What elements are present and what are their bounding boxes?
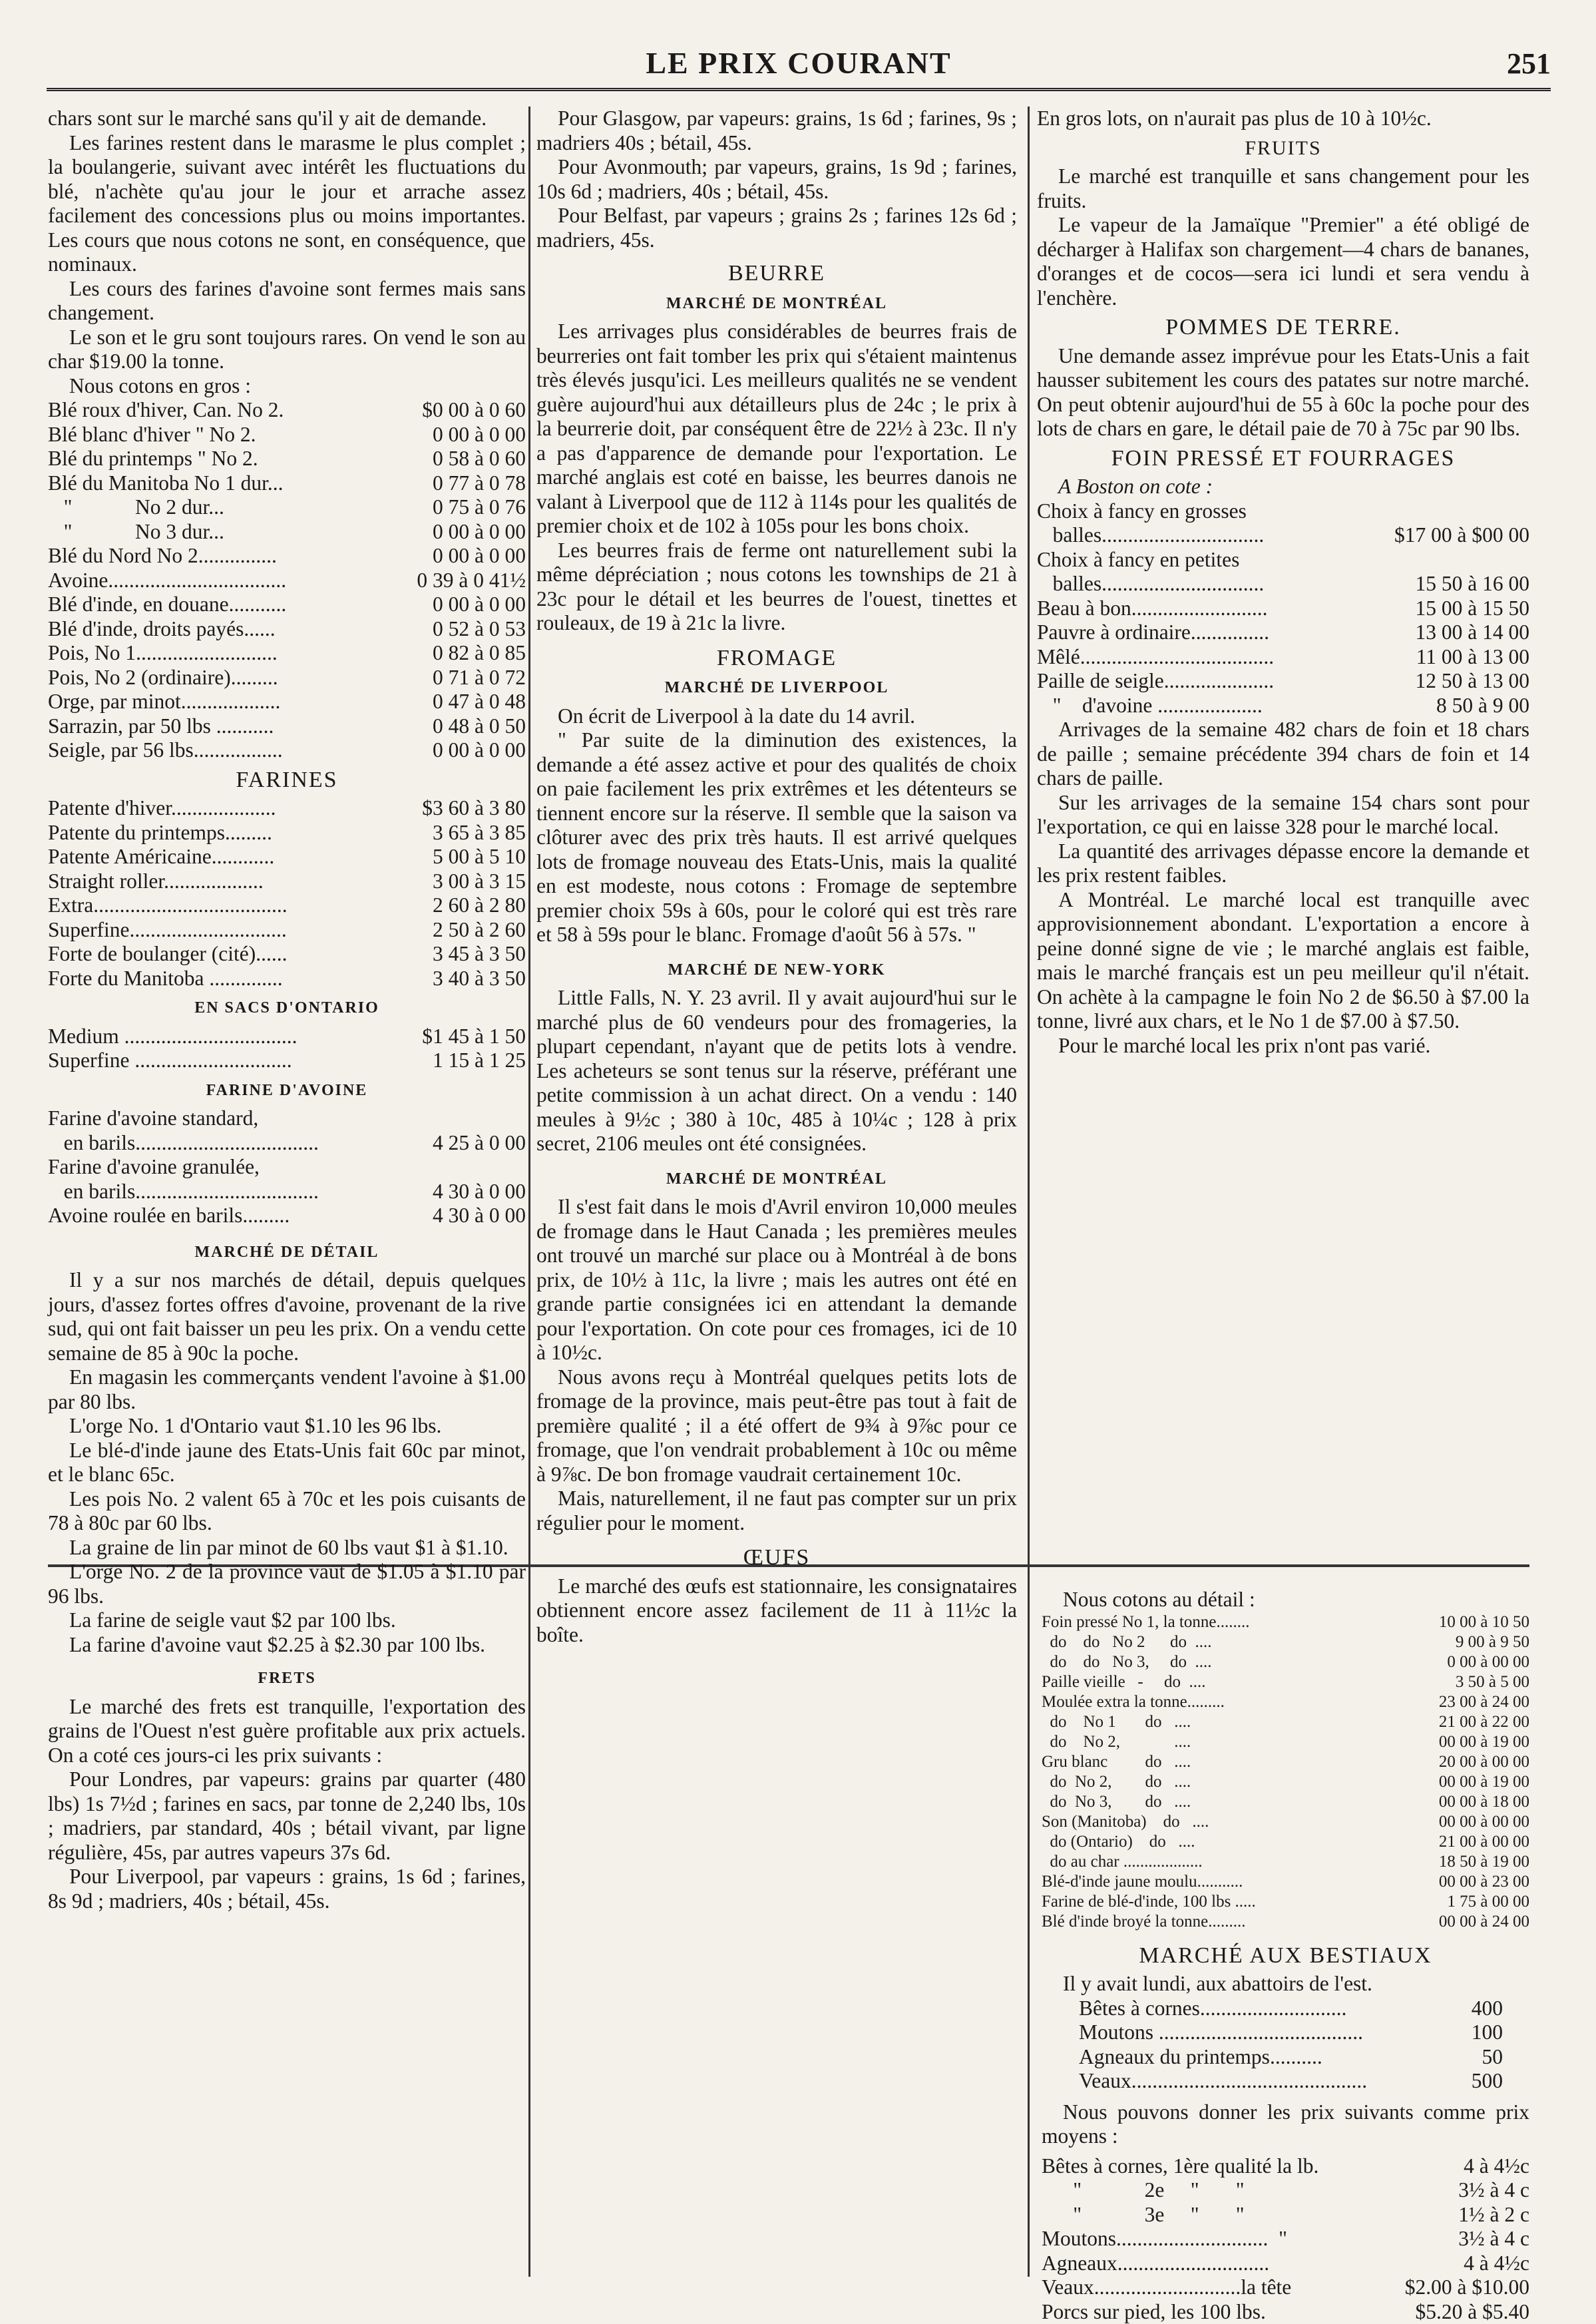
paragraph: Les farines restent dans le marasme le plus complet ; la boulangerie, suivant avec intérêt les fluctuations du blé, n'achète qu'au jour le jour et arrache assez facilement des concessions plus ou moins importantes. Les cours que nous cotons ne sont, en conséquence, que nominaux. xyxy=(48,131,526,277)
price-row xyxy=(1079,2020,1529,2045)
subheading-marche-montreal-fromage: MARCHÉ DE MONTRÉAL xyxy=(536,1167,1017,1192)
price-item: Moutons ....................................... xyxy=(1079,2020,1363,2045)
paragraph: Pour Avonmouth; par vapeurs, grains, 1s 9d ; farines, 10s 6d ; madriers, 40s ; bétail, 45s. xyxy=(536,155,1017,204)
price-row xyxy=(48,845,526,869)
price-row xyxy=(48,967,526,991)
section-heading-fromage: FROMAGE xyxy=(536,646,1017,671)
price-item: Choix à fancy en petites xyxy=(1037,548,1239,573)
paragraph: Les beurres frais de ferme ont naturellement subi la même dépréciation ; nous cotons les townships de 21 à 23c pour le détail et les beurres de l'ouest, tinettes et rouleaux, de 19 à 21c la livre. xyxy=(536,539,1017,636)
price-item: Moutons............................. " xyxy=(1042,2227,1287,2251)
section-heading-fruits: FRUITS xyxy=(1037,136,1529,161)
price-row xyxy=(1042,1832,1529,1852)
price-row xyxy=(48,690,526,714)
page-title: LE PRIX COURANT xyxy=(47,45,1551,81)
price-row xyxy=(1037,669,1529,694)
price-value: 0 77 à 0 78 xyxy=(427,471,526,496)
price-item: Pois, No 2 (ordinaire)......... xyxy=(48,666,278,690)
paragraph: La quantité des arrivages dépasse encore la demande et les prix restent faibles. xyxy=(1037,839,1529,888)
price-row xyxy=(48,1131,526,1156)
price-row xyxy=(48,1180,526,1204)
price-item: Seigle, par 56 lbs................. xyxy=(48,738,283,763)
paragraph: Pour Belfast, par vapeurs ; grains 2s ; farines 12s 6d ; madriers, 45s. xyxy=(536,204,1017,252)
price-row xyxy=(48,714,526,739)
price-value: 0 00 à 0 00 xyxy=(427,520,526,545)
price-item: Farine de blé-d'inde, 100 lbs ..... xyxy=(1042,1892,1256,1912)
page-header xyxy=(47,41,1551,91)
price-value: 21 00 à 22 00 xyxy=(1434,1712,1529,1732)
price-value: 3 65 à 3 85 xyxy=(427,821,526,845)
paragraph: En magasin les commerçants vendent l'avoine à $1.00 par 80 lbs. xyxy=(48,1365,526,1414)
price-row xyxy=(1037,694,1529,718)
price-value: 18 50 à 19 00 xyxy=(1434,1852,1529,1872)
paragraph: Le marché est tranquille et sans changement pour les fruits. xyxy=(1037,164,1529,213)
price-value: 3 00 à 3 15 xyxy=(427,869,526,894)
paragraph: " Par suite de la diminution des existences, la demande a été assez active et pour des qualités de choix on paie facilement les prix extrêmes et les détenteurs se tiennent encore sur la réserve. Il semble que la saison va clôturer avec des prix très hauts. Il est arrivé quelques lots de fromage nouveau des Etats-Unis, mais la qualité en est modeste, nous cotons : Fromage de septembre premier choix 59s à 60s, pour le coloré qui est très rare et 58 à 59s pour le blanc. Fromage d'août 56 à 57s. " xyxy=(536,728,1017,947)
paragraph: Nous pouvons donner les prix suivants comme prix moyens : xyxy=(1042,2100,1529,2149)
price-value: $5.20 à $5.40 xyxy=(1410,2300,1529,2324)
price-row xyxy=(1079,1996,1529,2021)
moyens-price-list xyxy=(1042,2154,1529,2324)
price-item: Moulée extra la tonne......... xyxy=(1042,1692,1225,1712)
price-value: 9 00 à 9 50 xyxy=(1450,1632,1529,1652)
paragraph: Il s'est fait dans le mois d'Avril environ 10,000 meules de fromage dans le Haut Canada ; les premières meules ont trouvé un marché sur place ou à Montréal à de bons prix, de 10½ à 11c, la livre ; mais les autres ont été en grande partie consignées ici en attendant la demande pour l'exportation. On cote pour ces fromages, ici de 10 à 10½c. xyxy=(536,1195,1017,1365)
price-item: do No 1 do .... xyxy=(1042,1712,1191,1732)
price-value: 1 15 à 1 25 xyxy=(427,1048,526,1073)
price-item: Blé-d'inde jaune moulu........... xyxy=(1042,1872,1243,1892)
price-value: 00 00 à 24 00 xyxy=(1434,1912,1529,1932)
paragraph: Nous avons reçu à Montréal quelques petits lots de fromage de la province, mais peut-être pas tout à fait de première qualité ; il a été offert de 9¾ à 9⅞c pour ce fromage, que l'on vendrait probablement à 10c ou même à 9⅞c. De bon fromage vaudrait certainement 10c. xyxy=(536,1365,1017,1487)
price-value: 500 xyxy=(1466,2069,1529,2094)
price-row xyxy=(1042,1792,1529,1812)
price-row xyxy=(1042,2251,1529,2276)
price-value: 3 45 à 3 50 xyxy=(427,942,526,967)
price-row xyxy=(1042,1732,1529,1752)
price-item: Agneaux du printemps.......... xyxy=(1079,2045,1322,2070)
price-item: " 2e " " xyxy=(1042,2178,1245,2203)
price-item: Avoine roulée en barils......... xyxy=(48,1204,290,1228)
price-row xyxy=(48,495,526,520)
subheading-marche-montreal: MARCHÉ DE MONTRÉAL xyxy=(536,292,1017,316)
price-item: Son (Manitoba) do .... xyxy=(1042,1812,1209,1832)
price-value: 00 00 à 19 00 xyxy=(1434,1732,1529,1752)
price-value: 1½ à 2 c xyxy=(1453,2203,1529,2227)
column-1 xyxy=(48,107,526,1913)
price-item: Blé du Nord No 2............... xyxy=(48,544,277,569)
price-value: 100 xyxy=(1466,2020,1529,2045)
paragraph: L'orge No. 1 d'Ontario vaut $1.10 les 96 lbs. xyxy=(48,1414,526,1439)
paragraph: Sur les arrivages de la semaine 154 chars sont pour l'exportation, ce qui en laisse 328 pour le marché local. xyxy=(1037,791,1529,839)
price-value: 20 00 à 00 00 xyxy=(1434,1752,1529,1772)
price-item: Orge, par minot................... xyxy=(48,690,280,714)
price-value: 8 50 à 9 00 xyxy=(1431,694,1529,718)
price-item: Veaux............................la tête xyxy=(1042,2275,1291,2300)
column-rule-2 xyxy=(1028,107,1030,2277)
paragraph: L'orge No. 2 de la province vaut de $1.05 à $1.10 par 96 lbs. xyxy=(48,1560,526,1608)
price-item: Mêlé..................................... xyxy=(1037,645,1274,670)
price-value: 0 39 à 0 41½ xyxy=(411,569,526,593)
price-row xyxy=(1042,1852,1529,1872)
paragraph: Le vapeur de la Jamaïque "Premier" a été obligé de décharger à Halifax son chargement—4 chars de bananes, d'oranges et de cocos—sera ici lundi et sera vendu à l'enchère. xyxy=(1037,213,1529,310)
price-item: Blé d'inde, en douane........... xyxy=(48,592,286,617)
price-value: 12 50 à 13 00 xyxy=(1410,669,1529,694)
paragraph: Une demande assez imprévue pour les Etats-Unis a fait hausser subitement les cours des patates sur notre marché. On peut obtenir aujourd'hui de 55 à 60c la poche pour des lots de chars en gare, le détail paie de 70 à 75c par 90 lbs. xyxy=(1037,344,1529,441)
price-row xyxy=(48,447,526,471)
price-item: Straight roller................... xyxy=(48,869,264,894)
price-row xyxy=(1037,645,1529,670)
paragraph: A Boston on cote : xyxy=(1037,475,1529,499)
price-item: balles............................... xyxy=(1037,572,1264,596)
price-item: Patente d'hiver.................... xyxy=(48,796,276,821)
price-value: 4 25 à 0 00 xyxy=(427,1131,526,1156)
price-row xyxy=(1042,1692,1529,1712)
price-row xyxy=(48,617,526,642)
price-item: Superfine .............................. xyxy=(48,1048,292,1073)
price-item: Bêtes à cornes, 1ère qualité la lb. xyxy=(1042,2154,1318,2179)
paragraph: chars sont sur le marché sans qu'il y ait de demande. xyxy=(48,107,526,131)
section-heading-pommes-de-terre: POMMES DE TERRE. xyxy=(1037,316,1529,340)
price-value: 4 30 à 0 00 xyxy=(427,1204,526,1228)
price-row xyxy=(48,423,526,447)
price-value: 0 00 à 0 00 xyxy=(427,738,526,763)
price-item: Choix à fancy en grosses xyxy=(1037,499,1247,524)
price-row xyxy=(1037,596,1529,621)
price-item: Patente du printemps......... xyxy=(48,821,272,845)
price-value: 3½ à 4 c xyxy=(1453,2178,1529,2203)
price-item: en barils................................... xyxy=(48,1180,319,1204)
price-value: 3 50 à 5 00 xyxy=(1450,1672,1529,1692)
paragraph: Le marché des œufs est stationnaire, les consignataires obtiennent encore assez facilement de 11 à 11½c la boîte. xyxy=(536,1574,1017,1648)
price-value: 0 48 à 0 50 xyxy=(427,714,526,739)
price-row xyxy=(1079,2069,1529,2094)
price-item: " No 3 dur... xyxy=(48,520,224,545)
price-row xyxy=(1037,548,1529,573)
price-item: do No 2, .... xyxy=(1042,1732,1191,1752)
price-row xyxy=(48,592,526,617)
price-row xyxy=(48,1155,526,1180)
price-value: 15 50 à 16 00 xyxy=(1410,572,1529,596)
paragraph: A Montréal. Le marché local est tranquille avec approvisionnement abondant. L'exportation a encore à peine donné signe de vie ; le marché anglais est faible, mais le marché français est un peu meilleur qu'il n'était. On achète à la campagne le foin No 2 de $6.50 à $7.00 la tonne, livré aux chars, et le No 1 de $7.00 à $7.50. xyxy=(1037,888,1529,1034)
price-value: 0 75 à 0 76 xyxy=(427,495,526,520)
price-row xyxy=(48,398,526,423)
price-value: 50 xyxy=(1477,2045,1530,2070)
price-row xyxy=(1037,523,1529,548)
price-row xyxy=(1037,499,1529,524)
price-item: Farine d'avoine granulée, xyxy=(48,1155,260,1180)
paragraph: La farine d'avoine vaut $2.25 à $2.30 par 100 lbs. xyxy=(48,1633,526,1658)
price-value: 400 xyxy=(1466,1996,1529,2021)
price-value: 00 00 à 19 00 xyxy=(1434,1772,1529,1792)
price-row xyxy=(48,569,526,593)
price-item: Blé du Manitoba No 1 dur... xyxy=(48,471,283,496)
price-item: en barils................................... xyxy=(48,1131,319,1156)
price-value: 15 00 à 15 50 xyxy=(1410,596,1529,621)
price-item: " d'avoine .................... xyxy=(1037,694,1263,718)
paragraph: Pour Londres, par vapeurs: grains par quarter (480 lbs) 1s 7½d ; farines en sacs, par tonne de 2,240 lbs, 10s ; madriers, par standard, 40s ; bétail vivant, par ligne régulière, 45s, par autres vapeurs 37s 6d. xyxy=(48,1767,526,1865)
price-item: Foin pressé No 1, la tonne........ xyxy=(1042,1612,1249,1632)
price-item: Paille vieille - do .... xyxy=(1042,1672,1205,1692)
section-heading-marche-bestiaux: MARCHÉ AUX BESTIAUX xyxy=(1042,1944,1529,1969)
price-value: 0 82 à 0 85 xyxy=(427,641,526,666)
price-item: Bêtes à cornes............................ xyxy=(1079,1996,1346,2021)
price-value: 0 47 à 0 48 xyxy=(427,690,526,714)
price-row xyxy=(1042,2178,1529,2203)
price-row xyxy=(48,796,526,821)
price-item: Gru blanc do .... xyxy=(1042,1752,1191,1772)
price-row xyxy=(48,942,526,967)
price-value: 0 00 à 00 00 xyxy=(1442,1652,1529,1672)
paragraph: Les arrivages plus considérables de beurres frais de beurreries ont fait tomber les prix qui s'étaient maintenus très élevés jusqu'ici. Les meilleurs qualités ne se vendent guère aujourd'hui aux détailleurs plus de 24c ; le prix à la beurrerie doit, par conséquent être de 22½ à 23c. Il n'y a pas d'apparence de demande pour l'exportation. Le marché anglais est coté en baisse, les beurres danois ne valant à Liverpool que de 112 à 114s pour les qualités de premier choix et de 102 à 105s pour les bons choix. xyxy=(536,320,1017,539)
price-item: Farine d'avoine standard, xyxy=(48,1106,258,1131)
price-row xyxy=(48,1048,526,1073)
paragraph: En gros lots, on n'aurait pas plus de 10 à 10½c. xyxy=(1037,107,1529,131)
price-value: 2 60 à 2 80 xyxy=(427,893,526,918)
price-row xyxy=(1042,2154,1529,2179)
subheading-marche-liverpool: MARCHÉ DE LIVERPOOL xyxy=(536,676,1017,700)
price-row xyxy=(1042,1912,1529,1932)
price-value xyxy=(1524,548,1529,573)
paragraph: La graine de lin par minot de 60 lbs vaut $1 à $1.10. xyxy=(48,1536,526,1560)
price-value: 4 à 4½c xyxy=(1458,2154,1529,2179)
price-item: " No 2 dur... xyxy=(48,495,224,520)
price-item: Blé blanc d'hiver " No 2. xyxy=(48,423,256,447)
paragraph: On écrit de Liverpool à la date du 14 avril. xyxy=(536,704,1017,729)
price-item: Blé d'inde broyé la tonne......... xyxy=(1042,1912,1246,1932)
price-item: " 3e " " xyxy=(1042,2203,1245,2227)
price-row xyxy=(1042,2275,1529,2300)
price-item: Beau à bon.......................... xyxy=(1037,596,1267,621)
price-item: do (Ontario) do .... xyxy=(1042,1832,1195,1852)
paragraph: La farine de seigle vaut $2 par 100 lbs. xyxy=(48,1608,526,1633)
price-row xyxy=(48,918,526,943)
price-value: 0 71 à 0 72 xyxy=(427,666,526,690)
price-item: Forte du Manitoba .............. xyxy=(48,967,283,991)
price-row xyxy=(48,520,526,545)
price-row xyxy=(48,821,526,845)
price-item: Pois, No 1........................... xyxy=(48,641,278,666)
price-row xyxy=(1042,1712,1529,1732)
price-item: balles............................... xyxy=(1037,523,1264,548)
price-item: Blé du printemps " No 2. xyxy=(48,447,258,471)
price-row xyxy=(1037,572,1529,596)
price-row xyxy=(1042,1872,1529,1892)
price-value: 5 00 à 5 10 xyxy=(427,845,526,869)
price-value xyxy=(520,1106,526,1131)
price-item: do do No 3, do .... xyxy=(1042,1652,1212,1672)
price-item: Medium ................................. xyxy=(48,1025,298,1049)
price-value xyxy=(1524,499,1529,524)
price-item: do au char ................... xyxy=(1042,1852,1203,1872)
price-row xyxy=(1042,1812,1529,1832)
paragraph: Les cours des farines d'avoine sont fermes mais sans changement. xyxy=(48,277,526,326)
page-number: 251 xyxy=(1507,47,1551,81)
price-row xyxy=(48,641,526,666)
price-value: 0 00 à 0 00 xyxy=(427,423,526,447)
price-value: $2.00 à $10.00 xyxy=(1400,2275,1529,2300)
paragraph: Mais, naturellement, il ne faut pas compter sur un prix régulier pour le moment. xyxy=(536,1487,1017,1535)
paragraph: Le blé-d'inde jaune des Etats-Unis fait 60c par minot, et le blanc 65c. xyxy=(48,1439,526,1487)
price-item: Porcs sur pied, les 100 lbs. xyxy=(1042,2300,1266,2324)
price-value: 2 50 à 2 60 xyxy=(427,918,526,943)
column-3 xyxy=(1037,107,1529,1058)
paragraph: Les pois No. 2 valent 65 à 70c et les pois cuisants de 78 à 80c par 60 lbs. xyxy=(48,1487,526,1536)
price-value: 00 00 à 18 00 xyxy=(1434,1792,1529,1812)
price-value: 1 75 à 00 00 xyxy=(1442,1892,1529,1912)
avoine-price-list xyxy=(48,1106,526,1228)
price-row xyxy=(48,1106,526,1131)
price-row xyxy=(48,869,526,894)
section-heading-ontario: EN SACS D'ONTARIO xyxy=(48,996,526,1021)
section-heading-foin-presse: FOIN PRESSÉ ET FOURRAGES xyxy=(1037,447,1529,471)
price-value: 3 40 à 3 50 xyxy=(427,967,526,991)
price-item: Extra..................................... xyxy=(48,893,288,918)
price-value xyxy=(520,1155,526,1180)
section-heading-farines: FARINES xyxy=(48,768,526,793)
farines-price-list xyxy=(48,796,526,991)
column-3-lower xyxy=(1042,1588,1529,2324)
column-2 xyxy=(536,107,1017,1647)
price-value: 11 00 à 13 00 xyxy=(1411,645,1529,670)
price-item: Avoine.................................. xyxy=(48,569,286,593)
price-item: Patente Américaine............ xyxy=(48,845,274,869)
paragraph: Il y a sur nos marchés de détail, depuis quelques jours, d'assez fortes offres d'avoine, provenant de la rive sud, qui ont fait baisser un peu les prix. On a vendu cette semaine de 85 à 90c la poche. xyxy=(48,1268,526,1365)
price-value: $3 60 à 3 80 xyxy=(417,796,526,821)
price-value: 0 00 à 0 00 xyxy=(427,592,526,617)
price-value: $17 00 à $00 00 xyxy=(1389,523,1529,548)
paragraph: Il y avait lundi, aux abattoirs de l'est. xyxy=(1042,1972,1529,1996)
paragraph: Nous cotons en gros : xyxy=(48,374,526,399)
price-item: Blé roux d'hiver, Can. No 2. xyxy=(48,398,284,423)
price-item: Agneaux............................. xyxy=(1042,2251,1269,2276)
price-value: 0 52 à 0 53 xyxy=(427,617,526,642)
paragraph: Le son et le gru sont toujours rares. On vend le son au char $19.00 la tonne. xyxy=(48,326,526,374)
paragraph: Arrivages de la semaine 482 chars de foin et 18 chars de paille ; semaine précédente 394 chars de foin et 14 chars de paille. xyxy=(1037,718,1529,791)
bestiaux-list xyxy=(1042,1996,1529,2094)
boston-price-list xyxy=(1037,499,1529,718)
ontario-price-list xyxy=(48,1025,526,1073)
price-value: 3½ à 4 c xyxy=(1453,2227,1529,2251)
price-row xyxy=(48,893,526,918)
price-row xyxy=(48,1025,526,1049)
price-value: 21 00 à 00 00 xyxy=(1434,1832,1529,1852)
price-row xyxy=(1042,1672,1529,1692)
column-rule-1 xyxy=(528,107,530,2277)
price-value: 13 00 à 14 00 xyxy=(1410,620,1529,645)
price-row xyxy=(1042,1892,1529,1912)
price-item: Superfine.............................. xyxy=(48,918,287,943)
price-value: $1 45 à 1 50 xyxy=(417,1025,526,1049)
detail-price-list xyxy=(1042,1612,1529,1932)
section-heading-frets: FRETS xyxy=(48,1666,526,1691)
price-row xyxy=(48,666,526,690)
section-heading-marche-detail: MARCHÉ DE DÉTAIL xyxy=(48,1240,526,1265)
price-item: Blé d'inde, droits payés...... xyxy=(48,617,276,642)
price-row xyxy=(1042,1652,1529,1672)
price-row xyxy=(48,1204,526,1228)
paragraph: Le marché des frets est tranquille, l'exportation des grains de l'Ouest n'est guère profitable aux prix actuels. On a coté ces jours-ci les prix suivants : xyxy=(48,1695,526,1768)
price-row xyxy=(48,738,526,763)
price-row xyxy=(48,471,526,496)
price-value: 23 00 à 24 00 xyxy=(1434,1692,1529,1712)
price-item: do No 2, do .... xyxy=(1042,1772,1191,1792)
price-value: 4 à 4½c xyxy=(1458,2251,1529,2276)
paragraph: Little Falls, N. Y. 23 avril. Il y avait aujourd'hui sur le marché plus de 60 vendeurs pour des fromageries, la plupart cependant, n'ayant que de petits lots à vendre. Les acheteurs se sont tenus sur la réserve, préférant une petite commission à un achat direct. On a vendu : 140 meules à 9½c ; 380 à 10c, 485 à 10¼c ; 128 à prix secret, 2106 meules ont été consignées. xyxy=(536,986,1017,1156)
price-value: 4 30 à 0 00 xyxy=(427,1180,526,1204)
price-row xyxy=(1042,2300,1529,2324)
grain-price-list xyxy=(48,398,526,763)
price-row xyxy=(1037,620,1529,645)
price-row xyxy=(48,544,526,569)
price-value: 00 00 à 00 00 xyxy=(1434,1812,1529,1832)
price-value: 0 58 à 0 60 xyxy=(427,447,526,471)
price-row xyxy=(1042,2227,1529,2251)
section-heading-beurre: BEURRE xyxy=(536,262,1017,286)
price-row xyxy=(1042,1612,1529,1632)
price-value: 10 00 à 10 50 xyxy=(1434,1612,1529,1632)
price-item: Forte de boulanger (cité)...... xyxy=(48,942,288,967)
price-item: Sarrazin, par 50 lbs ........... xyxy=(48,714,274,739)
price-item: Veaux............................................. xyxy=(1079,2069,1367,2094)
price-value: 0 00 à 0 00 xyxy=(427,544,526,569)
paragraph: Nous cotons au détail : xyxy=(1042,1588,1529,1612)
section-heading-farine-avoine: FARINE D'AVOINE xyxy=(48,1078,526,1103)
price-item: do do No 2 do .... xyxy=(1042,1632,1212,1652)
subheading-marche-new-york: MARCHÉ DE NEW-YORK xyxy=(536,958,1017,983)
price-row xyxy=(1042,2203,1529,2227)
paragraph: Pour Glasgow, par vapeurs: grains, 1s 6d ; farines, 9s ; madriers 40s ; bétail, 45s. xyxy=(536,107,1017,155)
price-value: 00 00 à 23 00 xyxy=(1434,1872,1529,1892)
section-heading-oeufs: ŒUFS xyxy=(536,1546,1017,1570)
paragraph: Pour le marché local les prix n'ont pas varié. xyxy=(1037,1034,1529,1058)
price-row xyxy=(1042,1772,1529,1792)
price-item: Pauvre à ordinaire............... xyxy=(1037,620,1269,645)
price-row xyxy=(1079,2045,1529,2070)
price-row xyxy=(1042,1752,1529,1772)
paragraph: Pour Liverpool, par vapeurs : grains, 1s 6d ; farines, 8s 9d ; madriers, 40s ; bétail, 45s. xyxy=(48,1865,526,1913)
price-row xyxy=(1042,1632,1529,1652)
price-item: Paille de seigle..................... xyxy=(1037,669,1274,694)
price-value: $0 00 à 0 60 xyxy=(417,398,526,423)
price-item: do No 3, do .... xyxy=(1042,1792,1191,1812)
